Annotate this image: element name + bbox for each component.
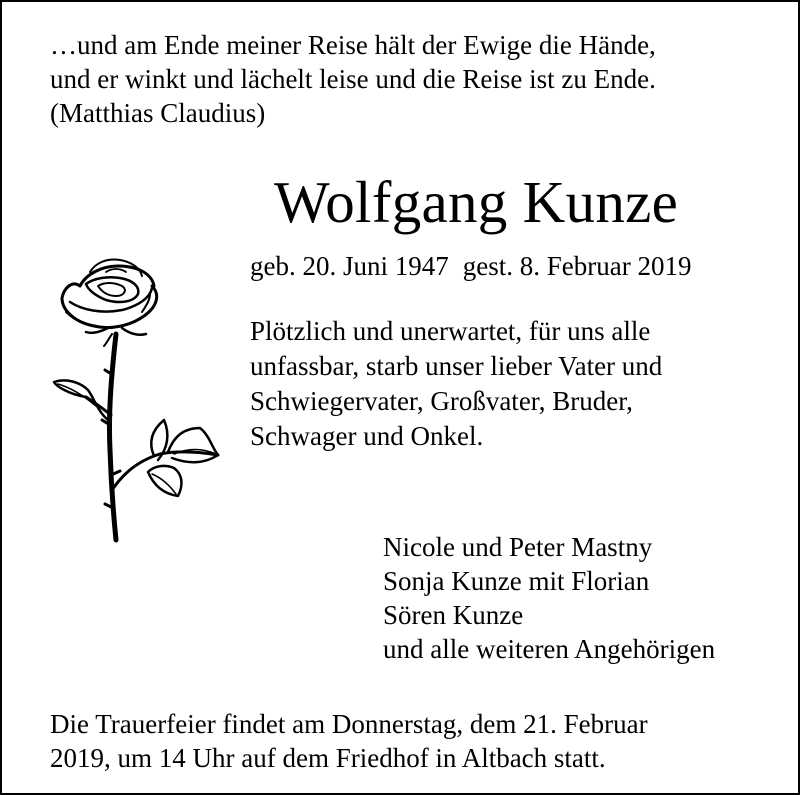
quote-line: …und am Ende meiner Reise hält der Ewige die Hände, — [50, 30, 656, 60]
family-member: Nicole und Peter Mastny — [383, 532, 653, 562]
announcement-line: Schwager und Onkel. — [250, 421, 484, 451]
birth-date: geb. 20. Juni 1947 — [250, 251, 449, 281]
family-member: und alle weiteren Angehörigen — [383, 634, 716, 664]
quote-attribution: (Matthias Claudius) — [50, 98, 266, 128]
quote-line: und er winkt und lächelt leise und die Reise ist zu Ende. — [50, 64, 656, 94]
announcement-line: Plötzlich und unerwartet, für uns alle — [250, 316, 651, 346]
death-announcement — [250, 314, 662, 454]
mourning-family — [383, 530, 715, 666]
family-member: Sonja Kunze mit Florian — [383, 566, 650, 596]
family-member: Sören Kunze — [383, 600, 524, 630]
deceased-name: Wolfgang Kunze — [274, 169, 679, 235]
funeral-line: Die Trauerfeier findet am Donnerstag, dem 21. Februar — [50, 709, 648, 739]
announcement-line: unfassbar, starb unser lieber Vater und — [250, 351, 663, 381]
life-dates — [250, 249, 691, 283]
funeral-line: 2019, um 14 Uhr auf dem Friedhof in Altbach statt. — [50, 743, 606, 773]
memorial-quote — [50, 28, 770, 130]
announcement-line: Schwiegervater, Großvater, Bruder, — [250, 386, 633, 416]
death-date: gest. 8. Februar 2019 — [462, 251, 692, 281]
rose-icon — [50, 250, 230, 550]
funeral-info — [50, 707, 648, 775]
